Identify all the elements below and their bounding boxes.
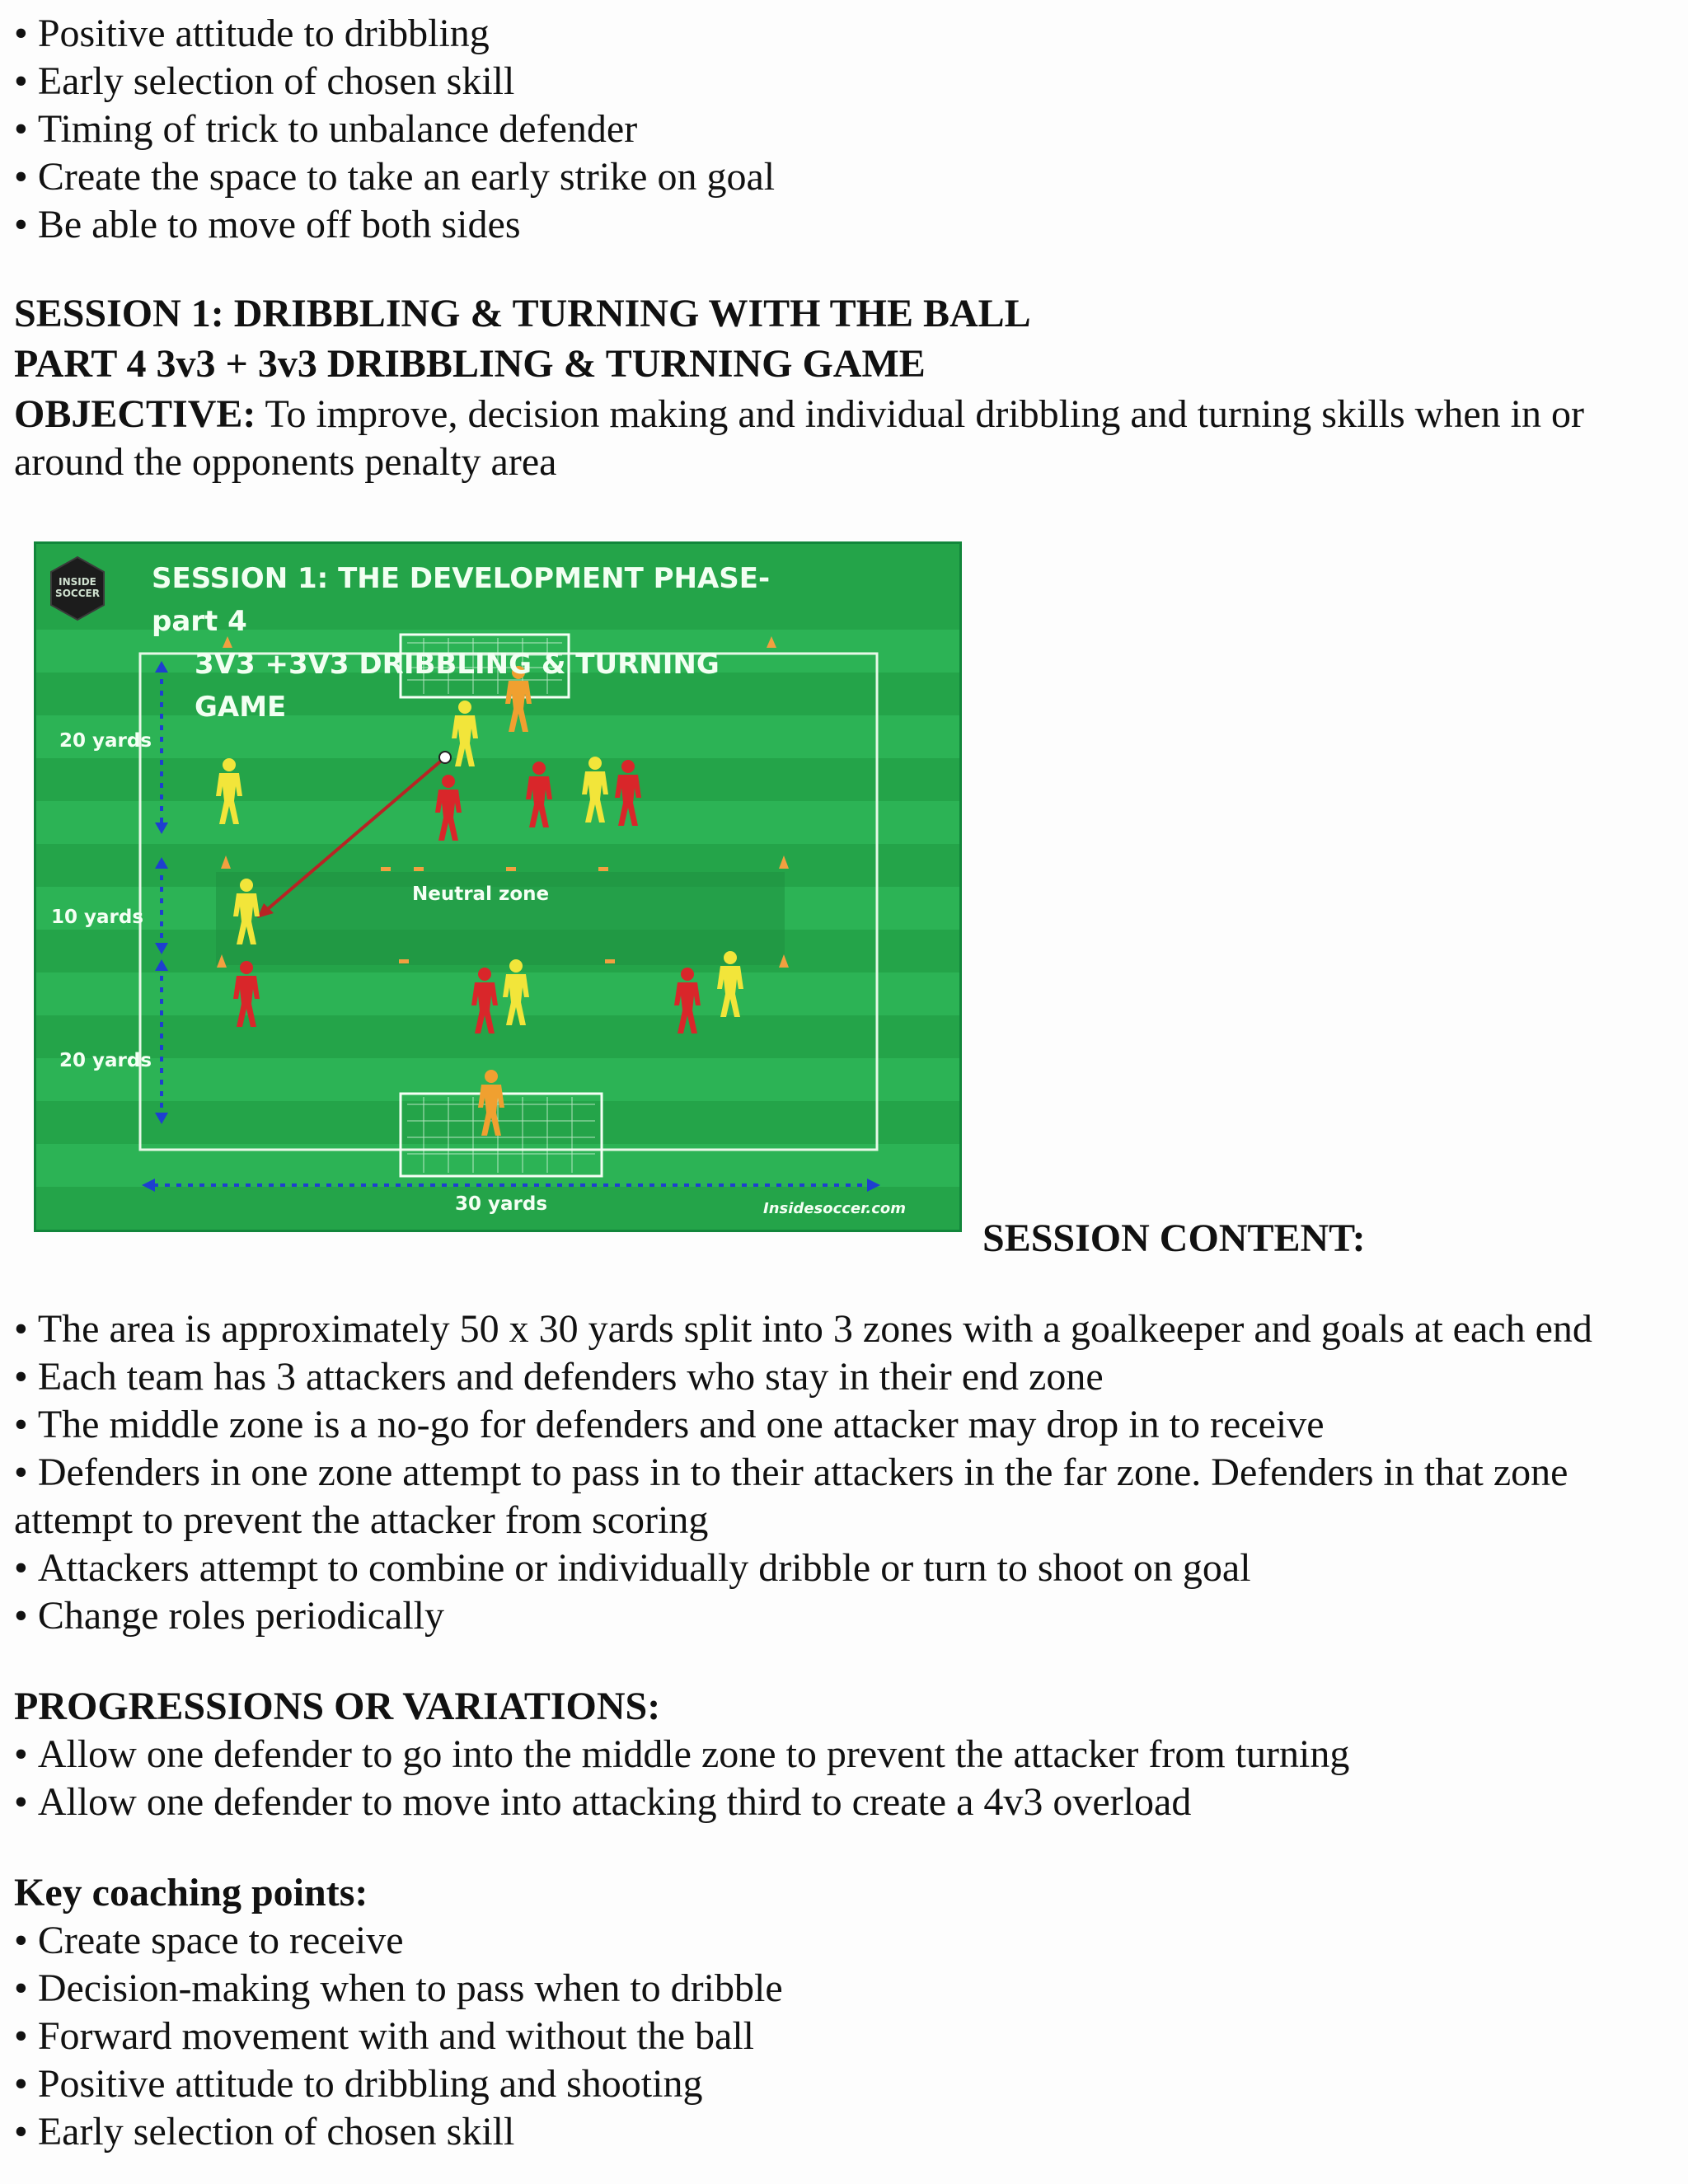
list-item: • Positive attitude to dribbling bbox=[14, 10, 490, 58]
session-heading: SESSION 1: DRIBBLING & TURNING WITH THE BALL bbox=[14, 292, 1031, 335]
diagram-title-line2: 3V3 +3V3 DRIBBLING & TURNING GAME bbox=[195, 648, 720, 724]
list-item: • Allow one defender to go into the middle zone to prevent the attacker from turning bbox=[14, 1731, 1349, 1779]
list-item: • Defenders in one zone attempt to pass in to their attackers in the far zone. Defenders in that zone bbox=[14, 1449, 1568, 1497]
list-item: • Forward movement with and without the ball bbox=[14, 2013, 754, 2060]
list-item: • Decision-making when to pass when to dribble bbox=[14, 1965, 783, 2013]
list-item-cont: attempt to prevent the attacker from scoring bbox=[14, 1498, 709, 1542]
list-item: • Allow one defender to move into attacking third to create a 4v3 overload bbox=[14, 1779, 1191, 1826]
objective-label: OBJECTIVE: bbox=[14, 392, 256, 436]
drill-diagram bbox=[34, 541, 962, 1232]
width-label: 30 yards bbox=[455, 1193, 548, 1215]
list-item: • Early selection of chosen skill bbox=[14, 2108, 514, 2156]
list-item: • Create space to receive bbox=[14, 1917, 404, 1965]
list-item: • Attackers attempt to combine or individually dribble or turn to shoot on goal bbox=[14, 1544, 1251, 1592]
list-item: • Timing of trick to unbalance defender bbox=[14, 105, 637, 153]
list-item: • Positive attitude to dribbling and shooting bbox=[14, 2060, 702, 2108]
list-item: • Early selection of chosen skill bbox=[14, 58, 514, 105]
list-item: • The middle zone is a no-go for defenders and one attacker may drop in to receive bbox=[14, 1401, 1325, 1449]
svg-text:SOCCER: SOCCER bbox=[55, 588, 100, 599]
diagram-title-line1: SESSION 1: THE DEVELOPMENT PHASE- part 4 bbox=[152, 562, 771, 638]
site-watermark: Insidesoccer.com bbox=[763, 1200, 907, 1217]
zone-label-bottom: 20 yards bbox=[59, 1050, 152, 1071]
list-item: • Each team has 3 attackers and defenders who stay in their end zone bbox=[14, 1353, 1104, 1401]
list-item: • Be able to move off both sides bbox=[14, 201, 521, 249]
svg-text:INSIDE: INSIDE bbox=[59, 576, 96, 588]
inside-soccer-logo bbox=[48, 555, 107, 621]
list-item: • Change roles periodically bbox=[14, 1592, 444, 1640]
kcp-heading: Key coaching points: bbox=[14, 1871, 368, 1915]
zone-label-middle: 10 yards bbox=[51, 907, 144, 928]
objective-text-cont: around the opponents penalty area bbox=[14, 440, 557, 484]
neutral-zone-label: Neutral zone bbox=[412, 883, 550, 905]
list-item: • The area is approximately 50 x 30 yards split into 3 zones with a goalkeeper and goals at each end bbox=[14, 1305, 1592, 1353]
part-heading: PART 4 3v3 + 3v3 DRIBBLING & TURNING GAME bbox=[14, 342, 926, 386]
progressions-heading: PROGRESSIONS OR VARIATIONS: bbox=[14, 1685, 661, 1728]
session-content-heading: SESSION CONTENT: bbox=[982, 1216, 1366, 1260]
zone-label-top: 20 yards bbox=[59, 730, 152, 752]
objective-line bbox=[14, 391, 1584, 438]
diagram-title bbox=[152, 557, 778, 729]
list-item: • Create the space to take an early strike on goal bbox=[14, 153, 775, 201]
objective-text: To improve, decision making and individual dribbling and turning skills when in or bbox=[256, 392, 1584, 436]
